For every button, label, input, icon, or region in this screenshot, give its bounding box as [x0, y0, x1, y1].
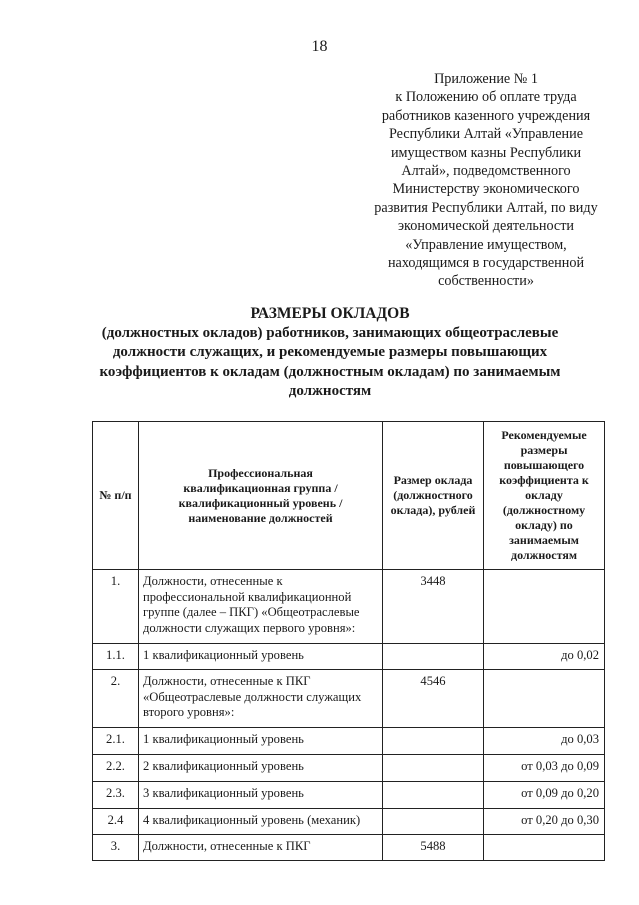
table-row [93, 570, 605, 644]
row-coefficient [484, 570, 605, 644]
row-coefficient [484, 835, 605, 861]
row-number: 1.1. [93, 644, 139, 670]
header-coefficient: Рекомендуемые размеры повышающего коэффициента к окладу (должностному окладу) по занимаемым должностям [484, 422, 605, 570]
table-row [93, 755, 605, 782]
header-group: Профессиональная квалификационная группа / квалификационный уровень / наименование должностей [139, 422, 383, 570]
row-name: Должности, отнесенные к ПКГ [139, 835, 383, 861]
row-salary: 4546 [383, 670, 484, 728]
row-name: 2 квалификационный уровень [139, 755, 383, 782]
row-coefficient: от 0,03 до 0,09 [484, 755, 605, 782]
row-salary [383, 782, 484, 809]
row-name: 4 квалификационный уровень (механик) [139, 809, 383, 835]
row-name: Должности, отнесенные к ПКГ «Общеотраслевые должности служащих второго уровня»: [139, 670, 383, 728]
header-salary: Размер оклада (должностного оклада), рублей [383, 422, 484, 570]
table-row [93, 835, 605, 861]
row-number: 2.4 [93, 809, 139, 835]
table-header-row [93, 422, 605, 570]
document-subtitle-line: коэффициентов к окладам (должностным окладам) по занимаемым [99, 363, 561, 380]
appendix-line: собственности» [438, 273, 534, 290]
row-name: 3 квалификационный уровень [139, 782, 383, 809]
appendix-line: работников казенного учреждения [381, 107, 591, 124]
page-number: 18 [311, 38, 328, 55]
appendix-line: «Управление имуществом, [405, 236, 567, 253]
row-name: Должности, отнесенные к профессиональной квалификационной группе (далее – ПКГ) «Общеотраслевые должности служащих первого уровня»: [139, 570, 383, 644]
appendix-line: Алтай», подведомственного [401, 163, 571, 180]
appendix-line: имуществом казны Республики [390, 144, 582, 161]
document-subtitle-line: должностям [288, 383, 372, 399]
appendix-line: Приложение № 1 [434, 71, 538, 87]
row-number: 2.1. [93, 728, 139, 755]
table-row [93, 809, 605, 835]
appendix-line: к Положению об оплате труда [395, 89, 577, 106]
appendix-line: экономической деятельности [397, 218, 575, 235]
row-coefficient: от 0,09 до 0,20 [484, 782, 605, 809]
table-row [93, 670, 605, 728]
row-coefficient: до 0,03 [484, 728, 605, 755]
salary-table [92, 421, 605, 861]
row-name: 1 квалификационный уровень [139, 644, 383, 670]
row-salary [383, 809, 484, 835]
row-number: 2.3. [93, 782, 139, 809]
row-number: 2. [93, 670, 139, 728]
appendix-block [355, 70, 617, 291]
document-subtitle-line: должности служащих, и рекомендуемые размеры повышающих [112, 344, 548, 360]
appendix-line: Республики Алтай «Управление [388, 126, 584, 143]
document-title [60, 304, 600, 402]
row-coefficient [484, 670, 605, 728]
table-row [93, 782, 605, 809]
document-subtitle-line: (должностных окладов) работников, занимающих общеотраслевые [101, 324, 559, 341]
row-salary: 3448 [383, 570, 484, 644]
row-salary: 5488 [383, 835, 484, 861]
row-salary [383, 644, 484, 670]
appendix-line: Министерству экономического [392, 181, 580, 198]
header-number: № п/п [93, 422, 139, 570]
appendix-line: находящимся в государственной [387, 255, 585, 272]
row-number: 1. [93, 570, 139, 644]
row-coefficient: от 0,20 до 0,30 [484, 809, 605, 835]
row-number: 3. [93, 835, 139, 861]
table-row [93, 728, 605, 755]
row-number: 2.2. [93, 755, 139, 782]
table-row [93, 644, 605, 670]
row-salary [383, 728, 484, 755]
appendix-line: развития Республики Алтай, по виду [374, 199, 598, 216]
document-title-main: РАЗМЕРЫ ОКЛАДОВ [250, 305, 410, 322]
row-salary [383, 755, 484, 782]
row-coefficient: до 0,02 [484, 644, 605, 670]
row-name: 1 квалификационный уровень [139, 728, 383, 755]
